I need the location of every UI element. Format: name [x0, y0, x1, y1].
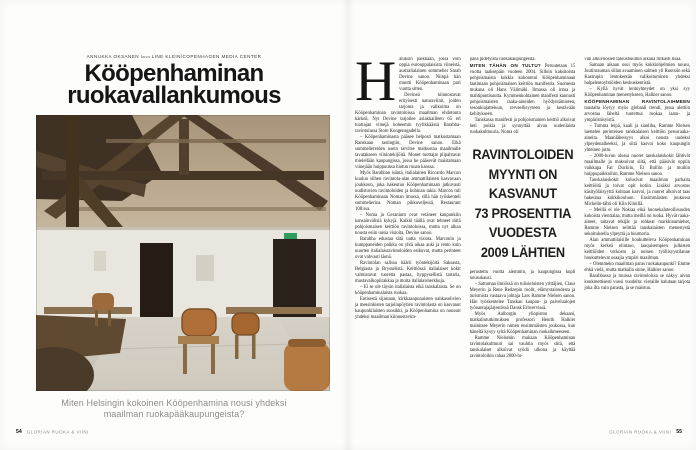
- body-paragraph: Ramme Nielsenin mukaan Kööpenhaminan ravintolakulttuuri sai vauhtia myös siitä, että tanskalaiset alkoivat syödä ulkona ja käyttää ravintoloihin rahaa 2000-lu-: [469, 336, 576, 359]
- magazine-name-left: GLORIAN RUOKA & VIINI: [26, 429, 89, 435]
- pull-quote-line: RAVINTOLOIDEN: [472, 147, 573, 162]
- pull-quote-line: VUODESTA: [488, 225, 557, 240]
- byline: [0, 54, 348, 59]
- body-paragraph: Ravintolan salissa häärii työntekijöitä Saksasta, Belgiasta ja Brysselistä. Keittiössä italialaiset kokit valmistavat tuoretta pastaa, hyppysellistä tartaria, mustavalkopiirakkaa ja muita italialaisherkkuja.: [355, 261, 461, 284]
- article-column-3: [584, 57, 690, 424]
- article-column-1: [355, 57, 461, 424]
- column-2-top: [470, 57, 576, 136]
- body-paragraph: Devineä kiinnostavat erityisesti naturaviinit, joiden tarjonta ja valikoima on Kööpenhaminan ravintoloissa maailman ehdotonta kärkeä. Nyt Devine tarjoilee asiakkailleen 65 eri tuottajan viinejä boheemin tyylikkäässä Barabba-ravintolassa Store Kongensgadella.: [355, 93, 461, 134]
- body-paragraph: Samaan aikaan osui myös kokkiohjelmien nousu, Juutinrauman sillan avaaminen salmen yli Ruotsiin sekä Kastrupin lentokentän valikoituminen yhdeksi halpalentoyhtiöiden keskuskentistä.: [584, 63, 691, 86]
- footer-right: [609, 429, 682, 435]
- standfirst-line1: Miten Helsingin kokoinen Kööpenhamina nousi yhdeksi: [61, 398, 287, 408]
- body-paragraph: – Kyllä hyvät lentoyhteydet on yksi syy Kööpenhaminan menestykseen, Halkier sanoo.: [584, 87, 691, 98]
- body-paragraph: – Ei se ole täysin italialaista eikä tanskalaista. Se on kööpenhaminalaista ruokaa.: [355, 285, 461, 296]
- page-number-left: 54: [16, 429, 22, 435]
- body-paragraph: Tanskassa manifesti ja pohjoismainen keittiö alkoivat heti poikia ja synnyttää aivan uudenlaista ruokakulttuuria. Noma oli: [469, 118, 576, 135]
- body-paragraph: aluksin paikkaan, jossa voin oppia eurooppalaisista viineistä, australialainen sommelier Sarah Devine sanoo. Niinpä hän muutti Kööpenhaminaan pari vuotta sitten.: [399, 57, 461, 92]
- body-paragraph: Entisestä sijastaan, kirkkaanpunaisten nahkasohvien ja messinkisten tarjoilupöytien ravintolasta on kasvanut kaupunkilaisten suosikki, ja Kööpenhamina on noussut yhdeksi maailman kiinnostavim-: [355, 297, 461, 320]
- drop-cap: H: [355, 57, 397, 113]
- body-paragraph: – Noma ja Geranium ovat vetäneet kaupunkiin kansainvälisiä kykyjä. Kaikki täällä ovat tehneet töitä pohjoismaisen keittiön ravintoloissa, mutta nyt alkaa nousta esiin uusia visioita, Devine sanoo.: [355, 213, 461, 236]
- pull-quote-line: 2009 LÄHTIEN: [480, 244, 565, 260]
- article-column-2: [470, 57, 576, 424]
- pull-quote-line: 73 PROSENTTIA: [474, 205, 571, 221]
- standfirst-line2: maailman ruokapääkaupungeista?: [103, 409, 245, 419]
- body-paragraph: perustettu vuotta aiemmin, ja kaupungissa kupli nousukausi.: [469, 270, 576, 281]
- article-body: [355, 57, 690, 424]
- body-paragraph: – Kööpenhaminasta pääsee helposti matkustamaan Ranskaan tastingiin, Devine sanoo. Eikä sommeliereiden usein tarvitse matkustaa maailmalle tavatakseen viinintekijöitä. Monet tuottajat piipahtavat mielellään kaupungissa, jossa he pääsevät maistamaan viinejään huippuunsa hiotun ruuan kanssa.: [355, 135, 461, 170]
- body-paragraph: vun alkuvuosien talousbuumin aikana rutkasti lisää.: [584, 57, 682, 62]
- body-paragraph: Barabbassa ja muissa ravintoloissa se näkyy aivan konkreettisesti vuosi vuodelta: vieraille halutaan tarjota joka ilta vain parasta, ja se maistuu.: [584, 274, 691, 291]
- body-paragraph: – 2000-luvun alussa nuoret tanskalaiskokit lähtivät maailmalle ja maksoivat siitä, että pääsivät oppiin vaikkapa Fat Duckiin, El Bulliin ja muihin huippupaikkoihin, Ramme Nielsen sanoo.: [584, 154, 691, 177]
- restaurant-photo-illustration: [36, 115, 330, 391]
- body-paragraph: Alan ammattilaisille houkutteleva Kööpenhaminan myös kerkeä elintaso, laaquisempien julkisten keittiöiden verkosto ja noinen työllisyystilanne houkuttelevat osaajia ympäri maailman.: [584, 238, 691, 261]
- footer-left: [16, 429, 89, 435]
- standfirst: [0, 398, 348, 420]
- section-head: KÖÖPENHAMINAN RAVINTOLAIHMEEN: [584, 99, 691, 104]
- magazine-name-right: GLORIAN RUOKA & VIINI: [609, 429, 672, 435]
- pull-quote-line: MYYNTI ON: [488, 166, 557, 182]
- page-title: [0, 60, 348, 109]
- body-paragraph: – Sattumaa ilmiössä on tulisieluisten yrittäjien, Claus Meyerin ja Rene Redzepin roolit, elämystaloudesta ja turismista vastaava johtaja Lars Ramme Nielsen sanoo. Hän työskentelee Tanskan kaupan- ja palvelualojen työnantajajärjestössä Dansk Erhvervissä.: [469, 282, 576, 311]
- headline-line1: Kööpenhaminan: [84, 60, 264, 87]
- body-paragraph: MITEN TÄHÄN ON TULTU? Peruutetaan 15 vuotta taaksepäin vuoteen 2004. Silloin kaksitoista pohjoismaista kokkia kokoontui Kööpenhaminaan laatimaan pohjoismaisen keittiön manifestia. Suomesta mukana oli Hans Välimäki. Ilmassa oli intoa ja mahtipontisuutta. Kymmenkohtainen manifesti kannusti pohjoismaisten raaka-aineiden hyödyntämiseen, sesonkiajatteluun, terveellisyyteen ja kestävään kehitykseen.: [469, 63, 576, 117]
- pull-quote-line: KASVANUT: [488, 186, 557, 201]
- body-paragraph: Barabba edustaa tätä uutta visiota. Marconin ja kumppaneiden paikka on yhtä aikaa auki ja rento kuin nuorten italialaisravintoloiden esikuvat, mutta perinteet ovat vahvasti läsnä.: [355, 237, 461, 260]
- body-paragraph: KÖÖPENHAMINAN RAVINTOLAIHMEEN taustalta löytyy myös globaali trendi, jossa alettiin arvostaa läheltä tuotettua ruokaa laatu- ja ympäristösyistä.: [584, 99, 691, 123]
- body-paragraph: pana pidetyistä ruokakaupungeista.: [469, 57, 536, 62]
- byline-author: ANNUKKA OKSANEN: [86, 54, 140, 59]
- exit-sign: [284, 233, 297, 239]
- headline-line2: ruokavallankumous: [67, 81, 281, 109]
- body-paragraph: Myös Aalborgin yliopiston dekaani, matkailututkimuksen professori Henrik Halkier mainitsee Meyerin nimen ensimmäisten joukossa, kun häneltä kysyy syitä Kööpenhaminan ruokaihmeeseen.: [469, 312, 576, 335]
- body-paragraph: – Tumma leipä, kaali ja sianliha, Ramme Nielsen luettelee perinteisen tanskalaisen keittiön perusraaka-aineita. Maanläheisyys alkoi nousta uudeksi ylpeydenaiheeksi, ja siitä kasvoi koko kaupungin yhteinen juttu.: [584, 124, 691, 153]
- body-paragraph: – Olemmeko maailman paras ruokakaupunki? Emme ehkä vielä, mutta matkalla sinne, Halkier sanoo.: [584, 262, 691, 273]
- section-head: MITEN TÄHÄN ON TULTU?: [469, 63, 545, 68]
- body-paragraph: Tanskalaiskokit kolusivat maailman parhaita keittiöitä ja toivat opit kotiin. Lisäksi arvostus käsityöläisyyttä kohtaan kasvoi, ja nuoret alkoivat taas hakeutua kokkikouluun. Ensimmäisten joukossa Michelin-tähti oli Kiin Kiinillä.: [584, 178, 691, 207]
- restaurant-photo: [36, 115, 330, 391]
- pull-quote: [470, 145, 576, 262]
- column-2-bottom: [470, 270, 576, 360]
- byline-credit: LINE KLEIN/COPENHAGEN MEDIA CENTER: [151, 54, 262, 59]
- body-paragraph: – Meillä ei ole Nokiaa eikä huonekaluteollisuuden kokoista vientialaa, mutta meillä on ruoka. Hyvät raaka-aineet, taitavat tekijät ja rohkeat markkinamiehet, Ramme Nielsen selittää tanskalaisten menestystä sekoituksella ylpeyttä ja huumoria.: [584, 208, 691, 237]
- byline-photo-label: kuva: [140, 54, 150, 59]
- page-number-right: 55: [676, 429, 682, 435]
- body-paragraph: Myös Barabban isäntä, italialainen Riccardo Marcon kuuluu siihen ravintola-alan ammattilaisten kasvavaan joukkoon, joka hakeutuu Kööpenhaminaan jatkuvasti uudistuvien ravintoloiden ja kuhinan takia. Marcon tuli Kööpenhaminaan Noman imussa, sillä hän työskenteli sommelierina Noman pikkuveljessä, Restaurant 108:ssa.: [355, 171, 461, 212]
